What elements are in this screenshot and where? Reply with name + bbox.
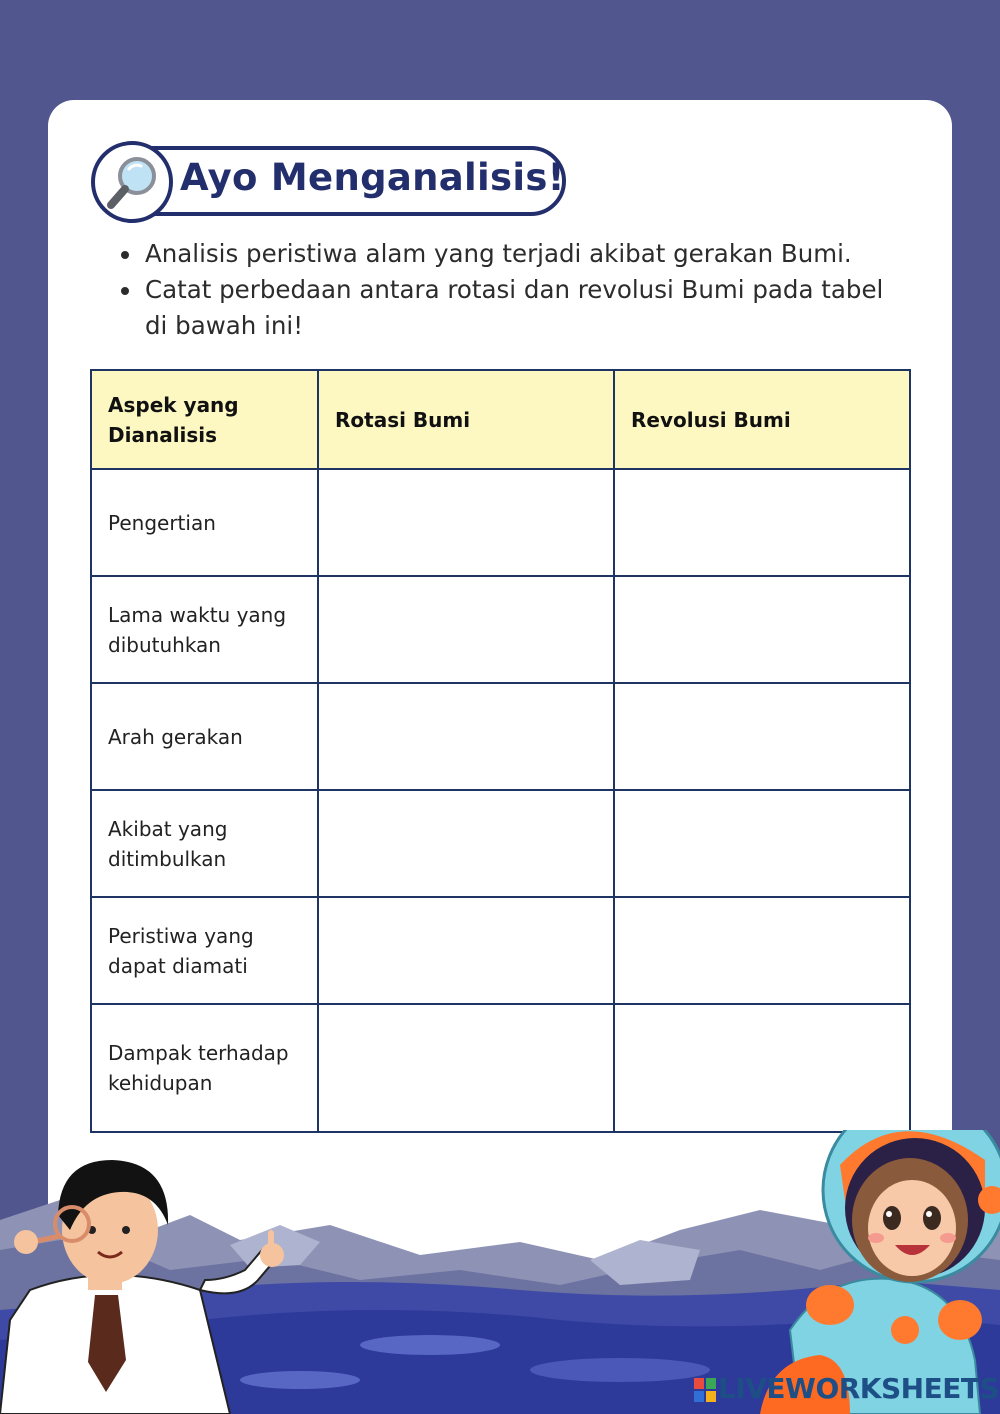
rotasi-answer-cell[interactable] (318, 790, 614, 897)
instruction-list (113, 236, 913, 344)
header-revolusi: Revolusi Bumi (614, 370, 910, 469)
liveworksheets-logo-icon (694, 1378, 716, 1402)
aspect-cell: Dampak terhadap kehidupan (91, 1004, 318, 1132)
rotasi-answer-cell[interactable] (318, 576, 614, 683)
revolusi-answer-cell[interactable] (614, 469, 910, 576)
instruction-item: Catat perbedaan antara rotasi dan revolusi Bumi pada tabel di bawah ini! (113, 272, 913, 344)
instruction-item: Analisis peristiwa alam yang terjadi akibat gerakan Bumi. (113, 236, 913, 272)
rotasi-answer-cell[interactable] (318, 469, 614, 576)
revolusi-answer-cell[interactable] (614, 576, 910, 683)
revolusi-answer-cell[interactable] (614, 683, 910, 790)
revolusi-answer-cell[interactable] (614, 790, 910, 897)
magnifier-icon (91, 141, 173, 223)
watermark-text: LIVEWORKSHEETS (718, 1372, 1000, 1405)
table-row (91, 576, 910, 683)
rotasi-answer-cell[interactable] (318, 1004, 614, 1132)
revolusi-answer-cell[interactable] (614, 897, 910, 1004)
aspect-cell: Akibat yang ditimbulkan (91, 790, 318, 897)
aspect-cell: Peristiwa yang dapat diamati (91, 897, 318, 1004)
rotasi-answer-cell[interactable] (318, 683, 614, 790)
analysis-table (90, 369, 911, 1133)
aspect-cell: Lama waktu yang dibutuhkan (91, 576, 318, 683)
revolusi-answer-cell[interactable] (614, 1004, 910, 1132)
aspect-cell: Arah gerakan (91, 683, 318, 790)
table-row (91, 1004, 910, 1132)
header-rotasi: Rotasi Bumi (318, 370, 614, 469)
table-row (91, 790, 910, 897)
table-row (91, 683, 910, 790)
aspect-cell: Pengertian (91, 469, 318, 576)
header-aspect: Aspek yang Dianalisis (91, 370, 318, 469)
table-row (91, 897, 910, 1004)
table-row (91, 469, 910, 576)
rotasi-answer-cell[interactable] (318, 897, 614, 1004)
table-header-row (91, 370, 910, 469)
page-title: Ayo Menganalisis! (180, 156, 565, 199)
